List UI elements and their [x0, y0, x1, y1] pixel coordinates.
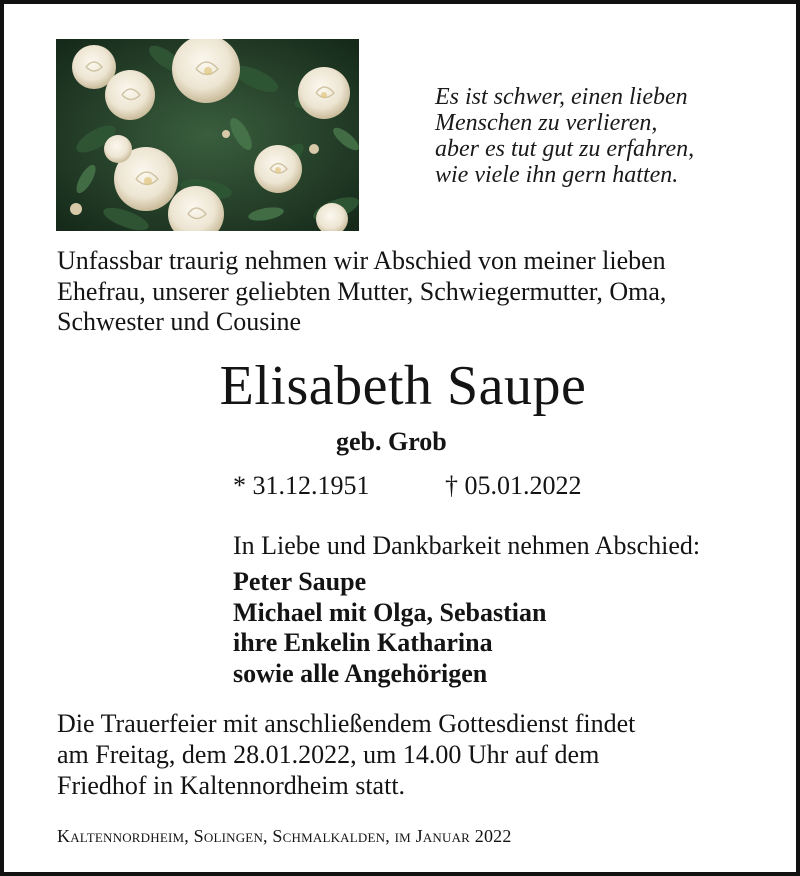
service-line: Die Trauerfeier mit anschließendem Gottesdienst findet: [57, 709, 636, 738]
maiden-name: geb. Grob: [336, 427, 447, 456]
mourners-list: [233, 567, 546, 689]
white-roses-photo: [56, 39, 359, 231]
poem-line: aber es tut gut zu erfahren,: [435, 136, 695, 162]
intro-line: Schwester und Cousine: [57, 307, 302, 336]
poem-line: Es ist schwer, einen lieben: [435, 84, 688, 110]
birth-date: * 31.12.1951: [233, 471, 370, 500]
farewell-heading: In Liebe und Dankbarkeit nehmen Abschied:: [233, 531, 701, 560]
life-dates: [233, 470, 582, 502]
mourner-item: ihre Enkelin Katharina: [233, 628, 493, 657]
service-line: Friedhof in Kaltennordheim statt.: [57, 771, 406, 800]
mourner-item: Peter Saupe: [233, 567, 367, 596]
mourner-item: sowie alle Angehörigen: [233, 658, 488, 688]
service-line: am Freitag, dem 28.01.2022, um 14.00 Uhr auf dem: [57, 740, 600, 769]
poem-line: Menschen zu verlieren,: [435, 110, 658, 136]
mourner-item: Michael mit Olga, Sebastian: [233, 597, 547, 627]
intro-line: Unfassbar traurig nehmen wir Abschied von meiner lieben: [57, 246, 666, 275]
death-date: † 05.01.2022: [445, 471, 582, 500]
poem-quote: [435, 84, 765, 188]
intro-line: Ehefrau, unserer geliebten Mutter, Schwiegermutter, Oma,: [57, 276, 667, 306]
poem-line: wie viele ihn gern hatten.: [435, 162, 679, 188]
funeral-service-info: [57, 708, 635, 801]
deceased-name: Elisabeth Saupe: [219, 355, 587, 417]
intro-text: [57, 246, 777, 338]
roses-icon: [56, 39, 359, 231]
footer-places-date: Kaltennordheim, Solingen, Schmalkalden, im Januar 2022: [57, 826, 512, 846]
